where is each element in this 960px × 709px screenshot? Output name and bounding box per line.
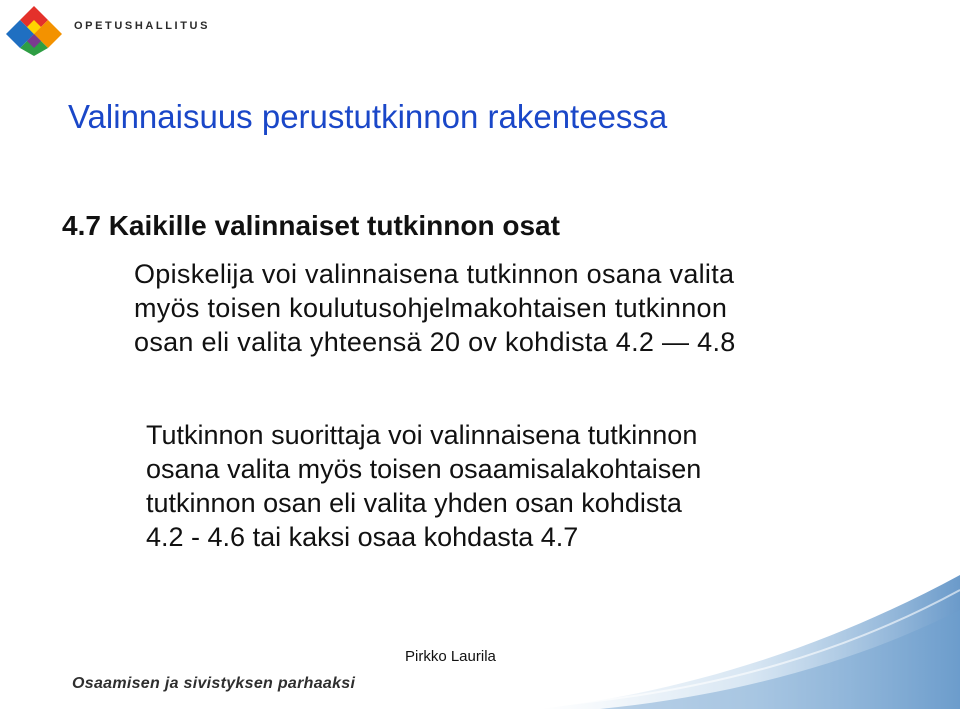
paragraph-1-line: myös toisen koulutusohjelmakohtaisen tutkinnon [134,293,728,323]
paragraph-2-line: Tutkinnon suorittaja voi valinnaisena tutkinnon [146,420,698,450]
slide-title: Valinnaisuus perustutkinnon rakenteessa [68,98,668,135]
paragraph-2-line: 4.2 - 4.6 tai kaksi osaa kohdasta 4.7 [146,522,579,552]
paragraph-1-line: osan eli valita yhteensä 20 ov kohdista 4.2 — 4.8 [134,327,736,357]
paragraph-2-line: tutkinnon osan eli valita yhden osan kohdista [146,488,682,518]
slogan: Osaamisen ja sivistyksen parhaaksi [72,675,356,692]
org-name: OPETUSHALLITUS [74,20,211,32]
paragraph-2-line: osana valita myös toisen osaamisalakohtaisen [146,454,702,484]
paragraph-1-line: Opiskelija voi valinnaisena tutkinnon osana valita [134,259,735,289]
author-name: Pirkko Laurila [405,648,496,665]
section-heading: 4.7 Kaikille valinnaiset tutkinnon osat [62,210,560,241]
